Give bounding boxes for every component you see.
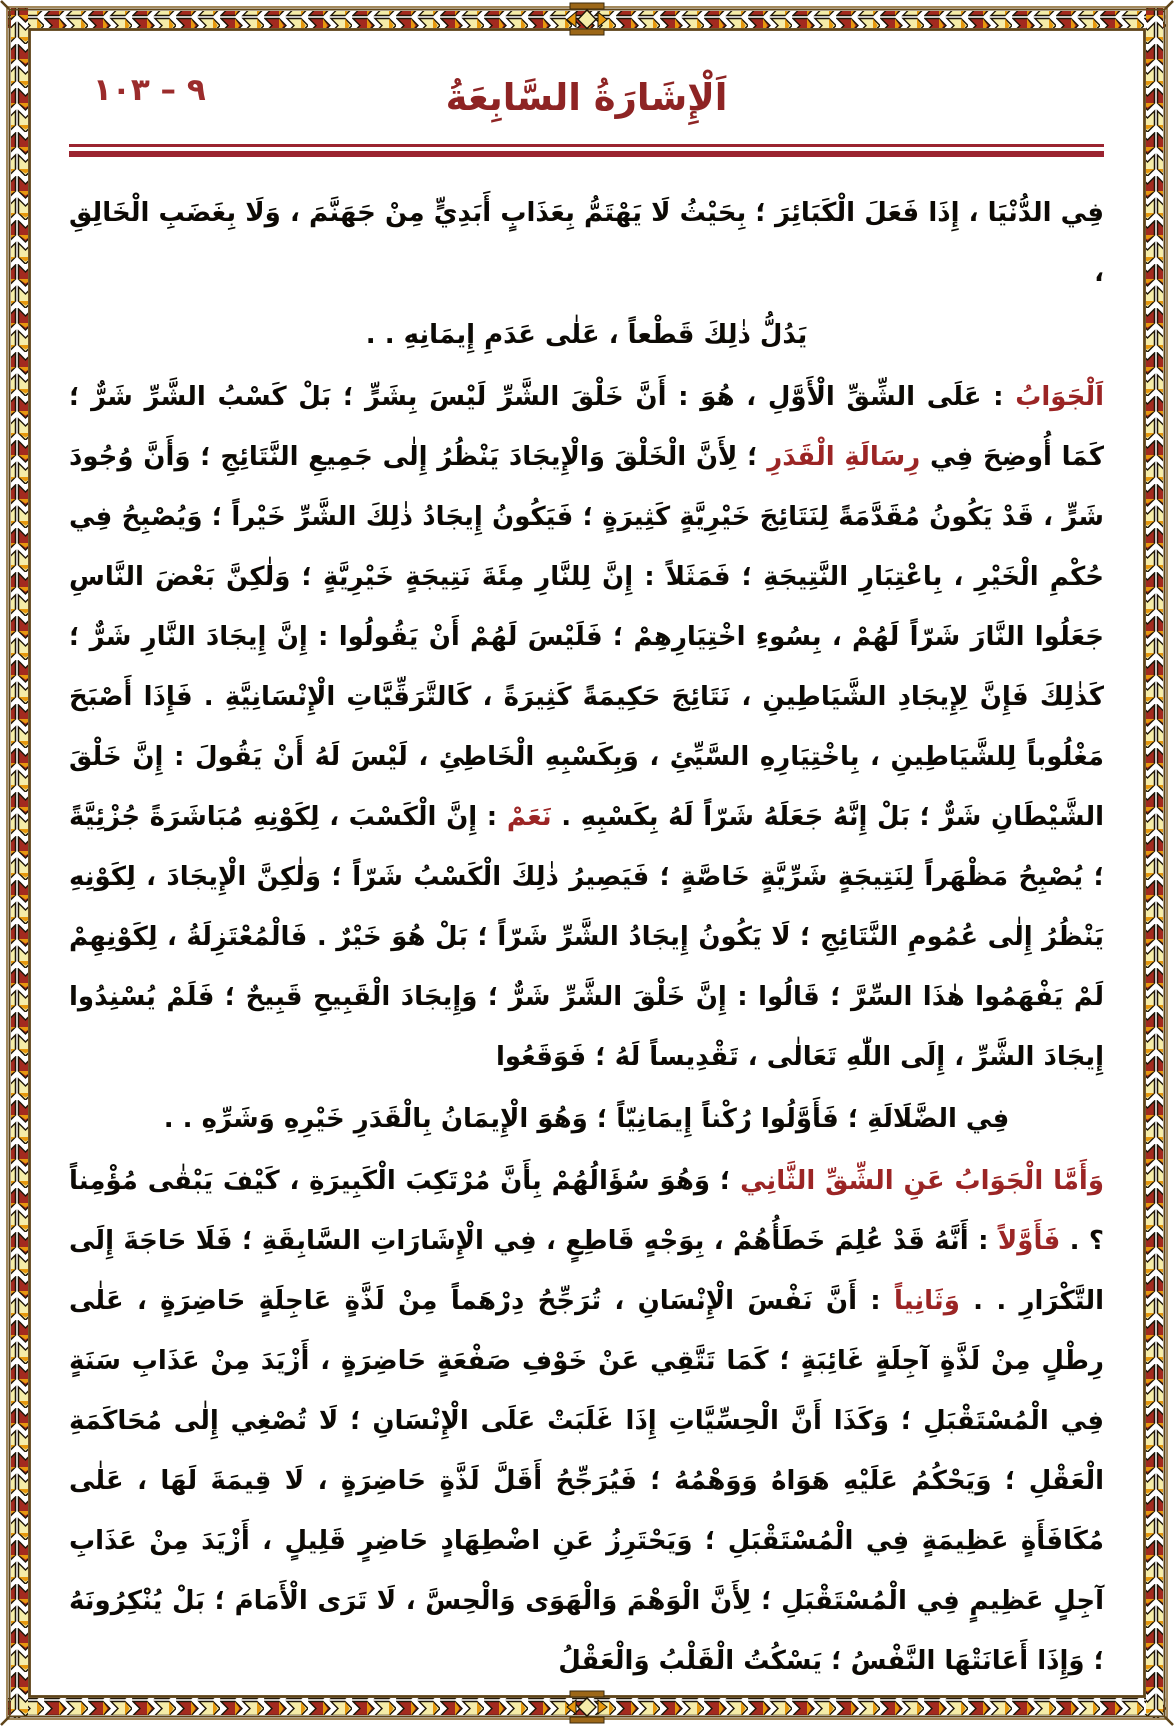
risale-qadar-reference: رِسَالَةِ الْقَدَرِ xyxy=(767,442,921,472)
answer-label: اَلْجَوَابُ xyxy=(1015,382,1104,412)
firstly-label: فَأَوَّلاً xyxy=(997,1226,1061,1256)
naam-label: نَعَمْ xyxy=(506,802,552,832)
paragraph-3-text-b: : أَنَّهُ قَدْ عُلِمَ خَطَأُهُمْ ، بِوَجْهٍ قَاطِعٍ ، فِي الْإِشَارَاتِ السَّابِقَةِ ؛ فَلَا حَاجَةَ إِلَى التَّكْرَارِ . . xyxy=(69,1226,1105,1316)
paragraph-3 xyxy=(69,1151,1104,1691)
paragraph-2-text-b: ؛ لِأَنَّ الْخَلْقَ وَالْإِيجَادَ يَنْظُرُ إِلٰى جَمِيعِ النَّتَائِجِ ؛ وَأَنَّ وُجُودَ شَرٍّ ، قَدْ يَكُونُ مُقَدَّمَةً لِنَتَائِجَ خَيْرِيَّةٍ كَثِيرَةٍ ؛ فَيَكُونُ إِيجَادُ ذٰلِكَ الشَّرِّ خَيْراً ؛ وَيُصْبِحُ فِي حُكْمِ الْخَيْرِ ، بِاعْتِبَارِ النَّتِيجَةِ ؛ فَمَثَلاً : إِنَّ لِلنَّارِ مِئَةَ نَتِيجَةٍ خَيْرِيَّةٍ ؛ وَلٰكِنَّ بَعْضَ النَّاسِ جَعَلُوا النَّارَ شَرّاً لَهُمْ ، بِسُوءِ اخْتِيَارِهِمْ ؛ فَلَيْسَ لَهُمْ أَنْ يَقُولُوا : إِنَّ إِيجَادَ النَّارِ شَرٌّ ؛ كَذٰلِكَ فَإِنَّ لِإِيجَادِ الشَّيَاطِينِ ، نَتَائِجَ حَكِيمَةً كَثِيرَةً ، كَالتَّرَقِّيَّاتِ الْإِنْسَانِيَّةِ . فَإِذَا أَصْبَحَ مَغْلُوباً لِلشَّيَاطِينِ ، بِاخْتِيَارِهِ السَّيِّئِ ، وَبِكَسْبِهِ الْخَاطِئِ ، لَيْسَ لَهُ أَنْ يَقُولَ : إِنَّ خَلْقَ الشَّيْطَانِ شَرٌّ ؛ بَلْ إِنَّهُ جَعَلَهُ شَرّاً لَهُ بِكَسْبِهِ . xyxy=(69,442,1104,832)
paragraph-2-end-line: فِي الضَّلَالَةِ ؛ فَأَوَّلُوا رُكْناً إِيمَانِيّاً ؛ وَهُوَ الْإِيمَانُ بِالْقَدَرِ خَيْرِهِ وَشَرِّهِ . . xyxy=(163,1104,1010,1134)
paragraph-3-text-c: : أَنَّ نَفْسَ الْإِنْسَانِ ، تُرَجِّحُ دِرْهَماً مِنْ لَذَّةٍ عَاجِلَةٍ حَاضِرَةٍ ، عَلٰى رِطْلٍ مِنْ لَذَّةٍ آجِلَةٍ غَائِبَةٍ ؛ كَمَا تَتَّقِي عَنْ خَوْفِ صَفْعَةٍ حَاضِرَةٍ ، أَزْيَدَ مِنْ عَذَابِ سَنَةٍ فِي الْمُسْتَقْبَلِ ؛ وَكَذَا أَنَّ الْحِسِّيَّاتِ إِذَا غَلَبَتْ عَلَى الْإِنْسَانِ ؛ لَا تُصْغِي إِلٰى مُحَاكَمَةِ الْعَقْلِ ؛ وَيَحْكُمُ عَلَيْهِ هَوَاهُ وَوَهْمُهُ ؛ فَيُرَجِّحُ أَقَلَّ لَذَّةٍ حَاضِرَةٍ ، لَا قِيمَةَ لَهَا ، عَلٰى مُكَافَأَةٍ عَظِيمَةٍ فِي الْمُسْتَقْبَلِ ؛ وَيَحْتَرِزُ عَنِ اضْطِهَادٍ حَاضِرٍ قَلِيلٍ ، أَزْيَدَ مِنْ عَذَابِ آجِلٍ عَظِيمٍ فِي الْمُسْتَقْبَلِ ؛ لِأَنَّ الْوَهْمَ وَالْهَوَى وَالْحِسَّ ، لَا تَرَى الْأَمَامَ ؛ بَلْ يُنْكِرُونَهُ ؛ وَإِذَا أَعَانَتْهَا النَّفْسُ ؛ يَسْكُتُ الْقَلْبُ وَالْعَقْلُ xyxy=(69,1286,1104,1676)
paragraph-2-text-c: : إِنَّ الْكَسْبَ ، لِكَوْنِهِ مُبَاشَرَةً جُزْئِيَّةً ؛ يُصْبِحُ مَظْهَراً لِنَتِيجَةٍ شَرِّيَّةٍ خَاصَّةٍ ؛ فَيَصِيرُ ذٰلِكَ الْكَسْبُ شَرّاً ؛ وَلٰكِنَّ الْإِيجَادَ ، لِكَوْنِهِ يَنْظُرُ إِلٰى عُمُومِ النَّتَائِجِ ؛ لَا يَكُونُ إِيجَادُ الشَّرِّ شَرّاً ؛ بَلْ هُوَ خَيْرٌ . فَالْمُعْتَزِلَةُ ، لِكَوْنِهِمْ لَمْ يَفْهَمُوا هٰذَا السِّرَّ ؛ قَالُوا : إِنَّ خَلْقَ الشَّرِّ شَرٌّ ؛ وَإِيجَادَ الْقَبِيحِ قَبِيحٌ ؛ فَلَمْ يُسْنِدُوا إِيجَادَ الشَّرِّ ، إِلَى اللّٰهِ تَعَالٰى ، تَقْدِيساً لَهُ ؛ فَوَقَعُوا xyxy=(69,802,1104,1072)
paragraph-1-text: فِي الدُّنْيَا ، إِذَا فَعَلَ الْكَبَائِرَ ؛ بِحَيْثُ لَا يَهْتَمُّ بِعَذَابٍ أَبَدِيٍّ مِنْ جَهَنَّمَ ، وَلَا بِغَضَبِ الْخَالِقِ ، xyxy=(69,198,1104,288)
page-number: ٩ – ١٠٣ xyxy=(93,72,206,108)
paragraph-3-text-a: ؛ وَهُوَ سُؤَالُهُمْ بِأَنَّ مُرْتَكِبَ الْكَبِيرَةِ ، كَيْفَ يَبْقٰى مُؤْمِناً ؟ . xyxy=(69,1166,1104,1256)
header-rule xyxy=(69,144,1104,157)
secondly-label: وَثَانِياً xyxy=(894,1286,960,1316)
header-rule-thin xyxy=(69,144,1104,147)
page-content xyxy=(69,0,1104,1691)
chapter-title: اَلْإِشَارَةُ السَّابِعَةُ xyxy=(445,76,728,119)
page-header xyxy=(69,0,1104,157)
paragraph-2-text-a: : عَلَى الشِّقِّ الْأَوَّلِ ، هُوَ : أَنَّ خَلْقَ الشَّرِّ لَيْسَ بِشَرٍّ ؛ بَلْ كَسْبُ الشَّرِّ شَرٌّ ؛ كَمَا أُوضِحَ فِي xyxy=(69,382,1104,472)
paragraph-1-end-line: يَدُلُّ ذٰلِكَ قَطْعاً ، عَلٰى عَدَمِ إِيمَانِهِ . . xyxy=(365,320,808,350)
paragraph-2 xyxy=(69,367,1104,1087)
body-text xyxy=(69,183,1104,1691)
paragraph-1 xyxy=(69,183,1104,303)
header-rule-thick xyxy=(69,151,1104,157)
second-answer-label: وَأَمَّا الْجَوَابُ عَنِ الشِّقِّ الثَّانِي xyxy=(740,1166,1104,1196)
